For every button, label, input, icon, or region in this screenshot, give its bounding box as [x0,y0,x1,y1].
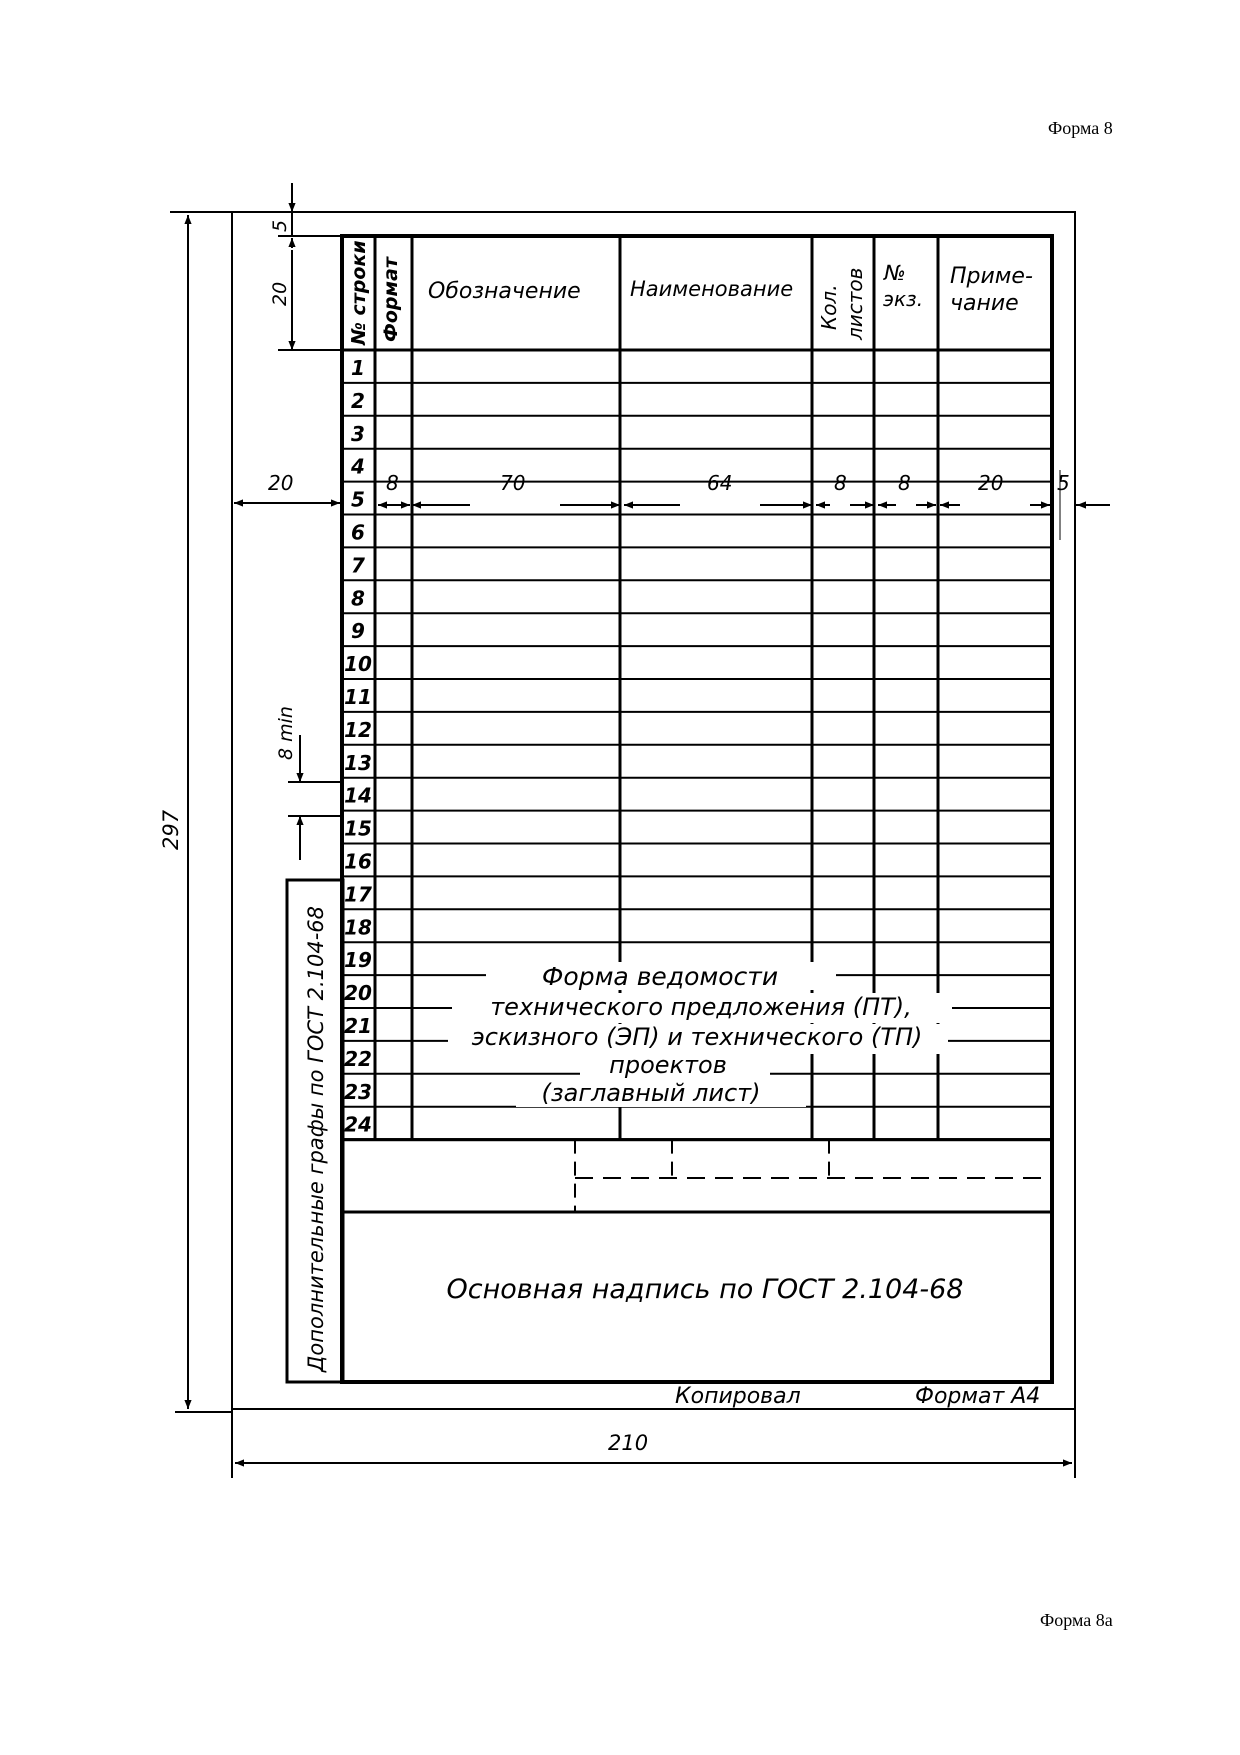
row-number: 24 [344,1112,372,1137]
row-number: 21 [344,1014,372,1038]
dim-right-margin: 5 [1057,471,1070,495]
row-number: 19 [344,948,372,973]
row-number: 16 [344,849,372,874]
row-number: 14 [344,783,372,808]
row-number: 7 [351,553,365,578]
dim-col-copy: 8 [898,471,911,495]
form-number-bottom: Форма 8а [1040,1610,1113,1630]
row-number: 11 [344,685,372,709]
row-number: 18 [344,915,372,940]
title-line-4: проектов [609,1051,727,1079]
dim-sheet-width: 210 [608,1431,649,1455]
row-number: 12 [344,717,372,742]
additional-columns-label: Дополнительные графы по ГОСТ 2.104-68 [304,906,328,1372]
dim-col-name: 64 [707,471,733,495]
row-number: 10 [344,652,372,677]
row-number: 17 [344,882,372,907]
row-number: 2 [351,388,365,413]
dim-sheet-height: 297 [159,809,183,850]
header-name: Наименование [630,277,794,301]
header-note-line1: Приме- [950,264,1033,289]
drawing-frame [342,236,1052,1382]
dim-top-margin: 5 [269,219,291,232]
row-number: 9 [351,619,365,644]
row-number: 8 [351,586,365,611]
form-number-top: Форма 8 [1048,118,1113,138]
header-note-line2: чание [950,291,1019,316]
dim-row-height: 8 min [275,706,297,760]
title-line-2: технического предложения (ПТ), [490,993,912,1021]
footer-format: Формат А4 [915,1384,1041,1409]
header-copy-line2: экз. [883,287,924,311]
row-number: 23 [344,1079,372,1104]
dim-col-designation: 70 [500,471,526,495]
title-line-1: Форма ведомости [541,962,779,991]
header-sheets-line1: Кол. [817,284,841,330]
row-number: 4 [351,454,365,479]
row-number: 20 [344,981,372,1006]
row-number: 13 [344,750,372,775]
title-line-3: эскизного (ЭП) и технического (ТП) [471,1023,923,1051]
row-number: 6 [351,520,365,545]
dim-col-note: 20 [978,471,1004,495]
header-designation: Обозначение [428,279,581,304]
main-inscription-label: Основная надпись по ГОСТ 2.104-68 [446,1274,964,1305]
footer-copied: Копировал [675,1384,801,1409]
row-number: 5 [351,487,365,512]
dim-left-margin: 20 [268,471,294,495]
row-number: 15 [344,816,372,841]
row-number: 1 [351,356,365,380]
header-sheets-line2: листов [843,267,867,340]
row-number: 22 [344,1046,372,1071]
header-row-number: № строки [348,240,370,345]
row-number: 3 [351,421,365,446]
header-copy-line1: № [884,261,906,285]
title-line-5: (заглавный лист) [541,1079,761,1107]
dim-col-sheets: 8 [834,471,847,495]
dim-header-height: 20 [269,281,291,306]
dim-col-format: 8 [386,471,399,495]
header-format: Формат [380,257,402,342]
